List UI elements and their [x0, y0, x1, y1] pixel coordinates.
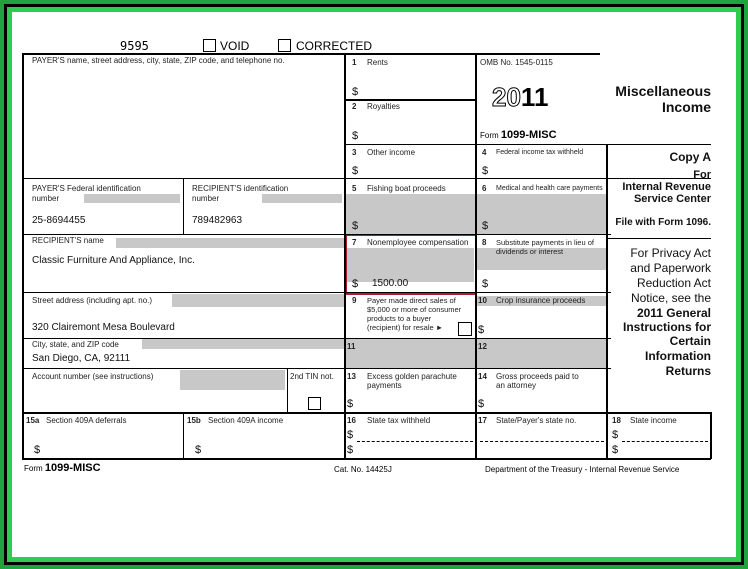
- box7-num: 7: [352, 238, 357, 247]
- box11-num: 11: [347, 342, 356, 351]
- box14-num: 14: [478, 372, 487, 381]
- box4-dollar: $: [482, 165, 489, 177]
- box8-label-2: dividends or interest: [496, 247, 564, 256]
- footer-form-prefix: Form: [24, 464, 43, 473]
- side-for: For: [693, 169, 711, 181]
- box15b-label: Section 409A income: [208, 416, 284, 425]
- box3-label: Other income: [367, 148, 416, 157]
- box15b-dollar: $: [195, 444, 202, 456]
- box4-label: Federal income tax withheld: [496, 149, 584, 156]
- box13-dollar: $: [347, 398, 354, 410]
- privacy-2: and Paperwork: [630, 261, 711, 275]
- recipient-name-value[interactable]: Classic Furniture And Appliance, Inc.: [32, 255, 195, 266]
- box8-dollar: $: [482, 278, 489, 290]
- form-title-2: Income: [661, 99, 711, 115]
- box2-label: Royalties: [367, 102, 400, 111]
- void-checkbox[interactable]: [203, 39, 216, 52]
- box1-dollar: $: [352, 86, 359, 98]
- box5-dollar: $: [352, 220, 359, 232]
- box18-dollar-1: $: [612, 429, 619, 441]
- omb-number: OMB No. 1545-0115: [480, 58, 553, 67]
- box5-num: 5: [352, 184, 357, 193]
- privacy-8: Information: [645, 349, 711, 363]
- box13-label-2: payments: [367, 381, 402, 390]
- box18-dollar-2: $: [612, 444, 619, 456]
- box9-label-3: products to a buyer: [367, 314, 432, 323]
- shade-city: [142, 339, 344, 349]
- header-form-label: [480, 129, 557, 141]
- box17-label: State/Payer's state no.: [496, 416, 577, 425]
- box8-label-1: Substitute payments in lieu of: [496, 238, 594, 247]
- privacy-9: Returns: [665, 364, 711, 378]
- privacy-3: Reduction Act: [636, 276, 711, 290]
- box4-num: 4: [482, 148, 487, 157]
- box18-label: State income: [630, 416, 677, 425]
- box18-divider: [622, 441, 708, 442]
- box9-label-1: Payer made direct sales of: [367, 296, 456, 305]
- footer-form: [24, 462, 101, 474]
- city-value[interactable]: San Diego, CA, 92111: [32, 353, 131, 364]
- copy-a: Copy A: [669, 150, 711, 164]
- privacy-6: Instructions for: [622, 320, 711, 334]
- box12-num: 12: [478, 342, 487, 351]
- box6-label: Medical and health care payments: [496, 185, 603, 192]
- box18-num: 18: [612, 416, 621, 425]
- box9-label-2: $5,000 or more of consumer: [367, 305, 462, 314]
- box7-label: Nonemployee compensation: [367, 238, 469, 247]
- file-with: File with Form 1096.: [615, 217, 711, 228]
- box2-num: 2: [352, 102, 357, 111]
- box7-value[interactable]: 1500.00: [372, 278, 409, 289]
- form-page: [12, 12, 736, 557]
- header-form-name: 1099-MISC: [500, 129, 557, 141]
- box3-dollar: $: [352, 165, 359, 177]
- box10-dollar: $: [478, 324, 485, 336]
- footer-dept: Department of the Treasury - Internal Revenue Service: [485, 465, 680, 474]
- box16-dollar-2: $: [347, 444, 354, 456]
- shade-account: [180, 370, 285, 390]
- box16-num: 16: [347, 416, 356, 425]
- payer-fedid-value[interactable]: 25-8694455: [32, 215, 86, 226]
- shade-payer-fedid: [84, 194, 180, 203]
- box1-num: 1: [352, 58, 357, 67]
- box7-dollar: $: [352, 278, 359, 290]
- handwritten-number: 9595: [120, 39, 149, 53]
- privacy-1: For Privacy Act: [630, 246, 711, 260]
- shade-box6: [476, 194, 606, 234]
- tax-year-prefix: 20: [492, 82, 521, 112]
- box10-num: 10: [478, 296, 487, 305]
- shade-box12: [476, 339, 606, 368]
- tax-year-suffix: 11: [520, 82, 549, 112]
- street-label: Street address (including apt. no.): [32, 296, 153, 305]
- box6-dollar: $: [482, 220, 489, 232]
- box15b-num: 15b: [187, 416, 201, 425]
- recipient-id-value[interactable]: 789482963: [192, 215, 243, 226]
- corrected-label: CORRECTED: [296, 39, 373, 53]
- box14-label-1: Gross proceeds paid to: [496, 372, 579, 381]
- tax-year: [492, 82, 548, 113]
- account-label: Account number (see instructions): [32, 372, 154, 381]
- box13-num: 13: [347, 372, 356, 381]
- side-irs-2: Service Center: [633, 193, 711, 205]
- box15a-dollar: $: [34, 444, 41, 456]
- box16-divider: [357, 441, 473, 442]
- payer-fedid-label-2: number: [32, 194, 60, 203]
- recipient-id-label-1: RECIPIENT'S identification: [192, 184, 289, 193]
- tin-checkbox[interactable]: [308, 397, 321, 410]
- corrected-checkbox[interactable]: [278, 39, 291, 52]
- city-label: City, state, and ZIP code: [32, 340, 119, 349]
- shade-box5: [345, 194, 475, 234]
- shade-recipient-name: [116, 238, 344, 248]
- void-label: VOID: [220, 39, 250, 53]
- box17-num: 17: [478, 416, 487, 425]
- privacy-5: 2011 General: [636, 306, 711, 320]
- shade-street: [172, 294, 344, 307]
- box15a-label: Section 409A deferrals: [46, 416, 127, 425]
- footer-form-name: 1099-MISC: [44, 462, 101, 474]
- box9-label-4: (recipient) for resale ►: [367, 323, 444, 332]
- box17-divider: [480, 441, 604, 442]
- recipient-id-label-2: number: [192, 194, 220, 203]
- box5-label: Fishing boat proceeds: [367, 184, 446, 193]
- form-title-1: Miscellaneous: [615, 83, 711, 99]
- footer-cat: Cat. No. 14425J: [334, 465, 392, 474]
- box1-label: Rents: [367, 58, 388, 67]
- box6-num: 6: [482, 184, 487, 193]
- box13-label-1: Excess golden parachute: [367, 372, 457, 381]
- box16-label: State tax withheld: [367, 416, 431, 425]
- tin-label: 2nd TIN not.: [290, 372, 334, 381]
- box16-dollar-1: $: [347, 429, 354, 441]
- box8-num: 8: [482, 238, 487, 247]
- street-value[interactable]: 320 Clairemont Mesa Boulevard: [32, 322, 175, 333]
- box14-label-2: an attorney: [496, 381, 537, 390]
- side-irs-1: Internal Revenue: [622, 181, 711, 193]
- box9-checkbox[interactable]: [458, 322, 472, 336]
- shade-box11: [345, 339, 475, 368]
- box15a-num: 15a: [26, 416, 40, 425]
- recipient-name-label: RECIPIENT'S name: [32, 236, 104, 245]
- header-form-prefix: Form: [480, 131, 499, 140]
- privacy-4: Notice, see the: [630, 291, 711, 305]
- payer-label: PAYER'S name, street address, city, state, ZIP code, and telephone no.: [32, 56, 285, 65]
- box14-dollar: $: [478, 398, 485, 410]
- box9-num: 9: [352, 296, 357, 305]
- box10-label: Crop insurance proceeds: [496, 296, 586, 305]
- box3-num: 3: [352, 148, 357, 157]
- box2-dollar: $: [352, 130, 359, 142]
- payer-fedid-label-1: PAYER'S Federal identification: [32, 184, 141, 193]
- privacy-7: Certain: [669, 334, 711, 348]
- shade-recipient-id: [262, 194, 342, 203]
